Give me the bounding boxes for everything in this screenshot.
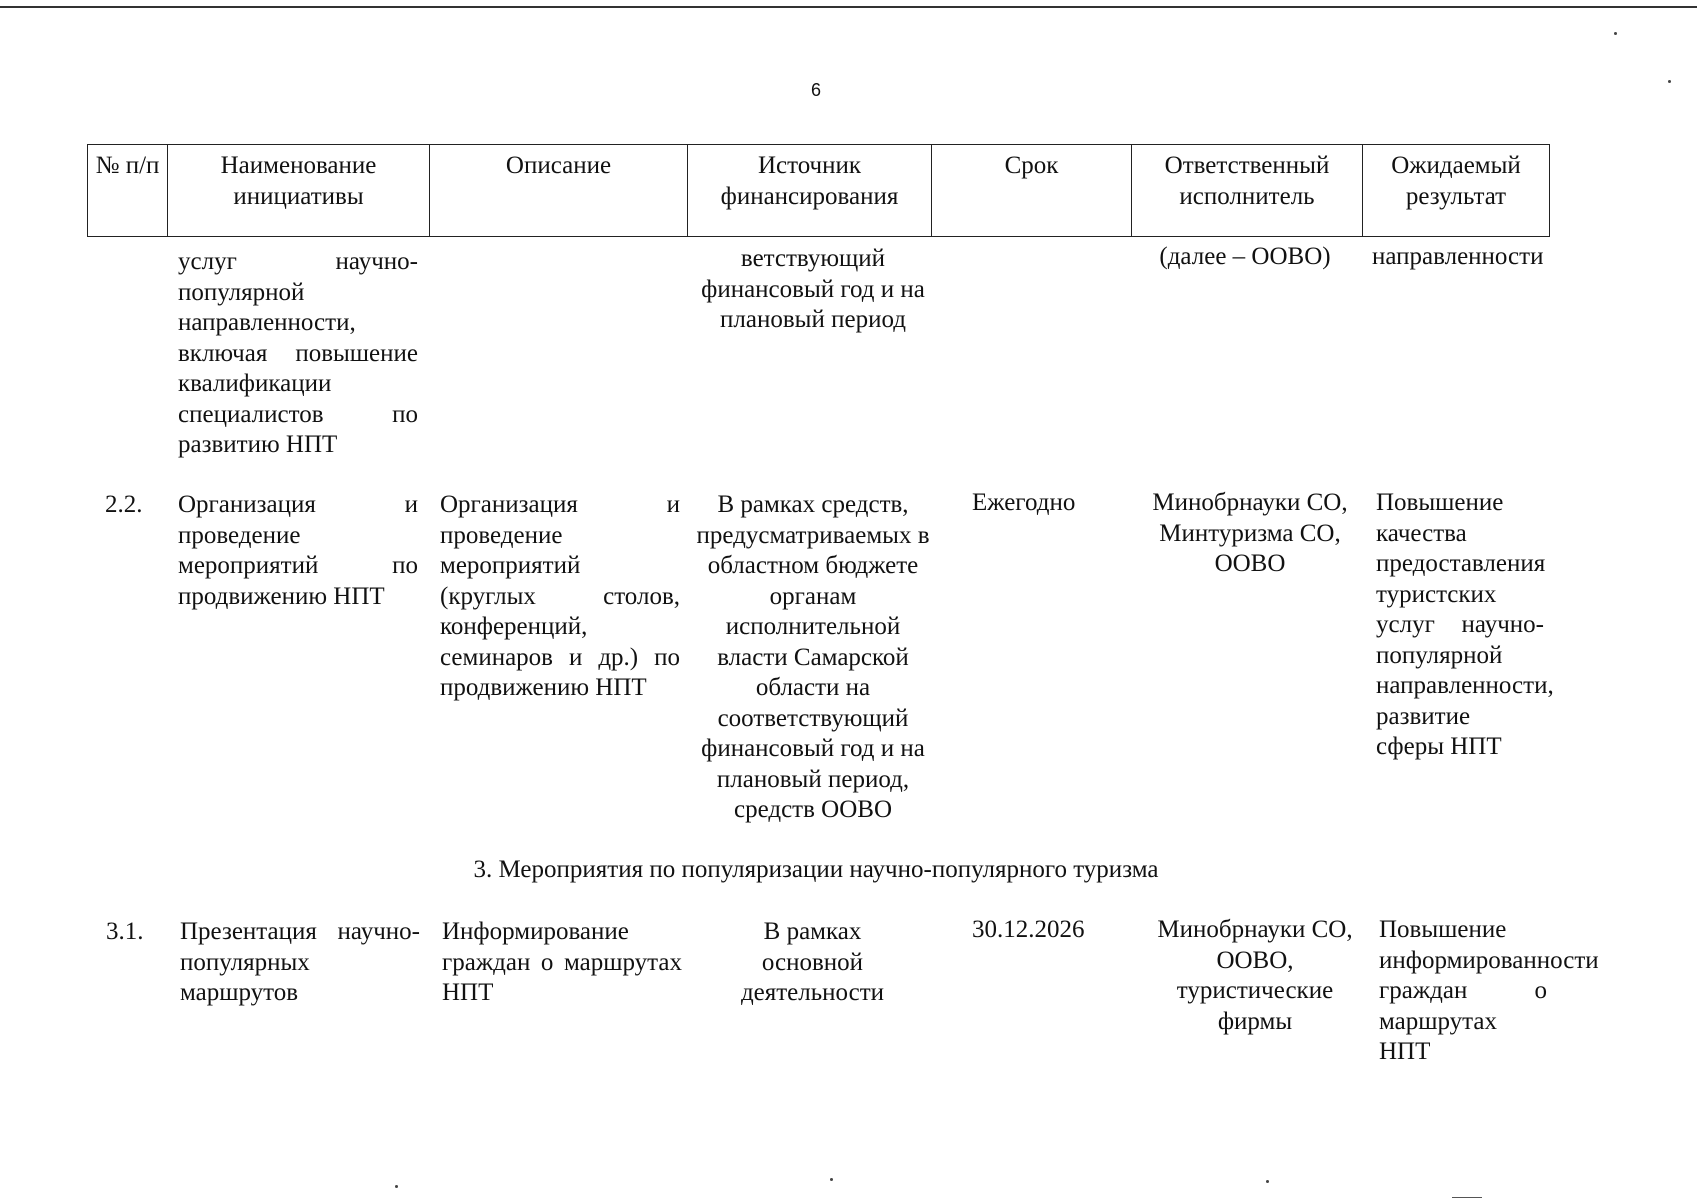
row-source: ветствующий финансовый год и на плановый период: [701, 245, 925, 333]
table-header: [87, 144, 1550, 237]
header-col-description: Описание: [430, 145, 688, 237]
row-name: Организация и проведение мероприятий по продвижению НПТ: [178, 491, 418, 610]
row-result: Повышение качества предоставления туристских услуг научно-популярной направленности, развитие сферы НПТ: [1376, 489, 1554, 760]
header-col-responsible: Ответственный исполнитель: [1132, 145, 1363, 237]
row-source: В рамках средств, предусматриваемых в областном бюджете органам исполнительной власти Самарской области на соответствующий финансовый год и на плановый период, средств ООВО: [696, 491, 930, 823]
page-top-rule: [0, 6, 1697, 8]
row-name: Презентация научно-популярных маршрутов: [180, 918, 420, 1006]
scan-speck: [1266, 1180, 1269, 1183]
row-responsible: Минобрнауки СО, Минтуризма СО, ООВО: [1152, 489, 1348, 577]
row-result: направленности: [1372, 243, 1544, 270]
header-col-name: Наименование инициативы: [168, 145, 430, 237]
row-name: услуг научно-популярной направленности, включая повышение квалификации специалистов по развитию НПТ: [178, 248, 418, 458]
scan-speck: [395, 1185, 398, 1188]
scan-speck: [1614, 32, 1617, 35]
header-col-number: № п/п: [88, 145, 168, 237]
header-col-source: Источник финансирования: [688, 145, 932, 237]
row-source: В рамках основной деятельности: [740, 918, 885, 1006]
row-responsible: (далее – ООВО): [1159, 243, 1331, 270]
row-number: 2.2.: [105, 491, 143, 518]
scan-mark: [1452, 1197, 1482, 1198]
section-title: 3. Мероприятия по популяризации научно-популярного туризма: [473, 856, 1159, 883]
scan-speck: [1668, 80, 1671, 83]
header-col-term: Срок: [932, 145, 1132, 237]
page-number: 6: [810, 80, 821, 100]
row-term: Ежегодно: [972, 489, 1076, 516]
row-term: 30.12.2026: [972, 916, 1085, 943]
row-description: Организация и проведение мероприятий (круглых столов, конференций, семинаров и др.) по продвижению НПТ: [440, 491, 680, 701]
row-responsible: Минобрнауки СО, ООВО, туристические фирмы: [1157, 916, 1353, 1035]
table-header-row: [88, 145, 1550, 237]
row-description: Информирование граждан о маршрутах НПТ: [442, 918, 682, 1006]
header-col-result: Ожидаемый результат: [1363, 145, 1550, 237]
row-result: Повышение информированности граждан о маршрутах НПТ: [1379, 916, 1599, 1065]
scan-speck: [830, 1178, 833, 1181]
row-number: 3.1.: [106, 918, 144, 945]
